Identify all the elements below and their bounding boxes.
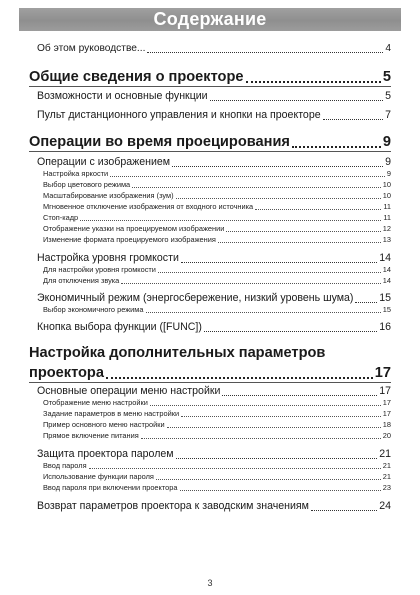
toc-section-page: 24	[379, 500, 391, 512]
toc-item[interactable]	[43, 305, 391, 315]
toc-chapter-page: 5	[382, 69, 391, 85]
toc-item-title: Для настройки уровня громкости	[43, 265, 156, 274]
toc-entry-page: 4	[385, 43, 391, 54]
dot-leader	[106, 377, 373, 379]
toc-item[interactable]	[43, 213, 391, 223]
toc-item[interactable]	[43, 202, 391, 212]
toc-item-title: Отображение указки на проецируемом изображении	[43, 224, 225, 233]
dot-leader	[222, 395, 377, 396]
dot-leader	[218, 242, 381, 243]
toc-item-title: Ввод пароля при включении проектора	[43, 483, 178, 492]
toc-entry-title: Об этом руководстве...	[37, 43, 146, 54]
toc-item-page: 13	[382, 235, 391, 244]
toc-section-image-ops[interactable]	[37, 156, 391, 169]
dot-leader	[141, 438, 381, 439]
toc-item-title: Настройка яркости	[43, 169, 109, 178]
toc-item[interactable]	[43, 431, 391, 441]
dot-leader	[210, 100, 384, 101]
chapter-divider	[29, 86, 391, 87]
dot-leader	[355, 302, 377, 303]
dot-leader	[156, 479, 381, 480]
toc-chapter-advanced-line1[interactable]: Настройка дополнительных параметров	[29, 345, 326, 361]
dot-leader	[172, 166, 383, 167]
toc-section-page: 5	[385, 90, 391, 102]
toc-section-page: 17	[379, 385, 391, 397]
dot-leader	[323, 119, 383, 120]
toc-section-page: 15	[379, 292, 391, 304]
toc-item-page: 20	[382, 431, 391, 440]
toc-section-page: 21	[379, 448, 391, 460]
toc-item-page: 23	[382, 483, 391, 492]
toc-section-volume[interactable]	[37, 252, 391, 265]
toc-chapter-advanced[interactable]	[29, 364, 391, 382]
toc-section-title: Основные операции меню настройки	[37, 385, 221, 397]
toc-section-title: Операции с изображением	[37, 156, 171, 168]
toc-item[interactable]	[43, 409, 391, 419]
dot-leader	[146, 312, 381, 313]
dot-leader	[255, 209, 381, 210]
toc-item-page: 15	[382, 305, 391, 314]
toc-item[interactable]	[43, 461, 391, 471]
toc-section-password[interactable]	[37, 448, 391, 461]
dot-leader	[167, 427, 381, 428]
toc-section-title: Возврат параметров проектора к заводским значениям	[37, 500, 309, 512]
toc-section-title: Экономичный режим (энергосбережение, низкий уровень шума)	[37, 292, 354, 304]
dot-leader	[292, 146, 381, 148]
toc-section-title: Настройка уровня громкости	[37, 252, 179, 264]
toc-item-title: Выбор цветового режима	[43, 180, 131, 189]
toc-item-page: 21	[382, 461, 391, 470]
dot-leader	[89, 468, 381, 469]
dot-leader	[150, 405, 381, 406]
toc-item-title: Прямое включение питания	[43, 431, 139, 440]
toc-item-title: Для отключения звука	[43, 276, 120, 285]
dot-leader	[181, 262, 377, 263]
toc-item[interactable]	[43, 169, 391, 179]
toc-item-page: 17	[382, 398, 391, 407]
toc-chapter-page: 9	[382, 134, 391, 150]
toc-item-page: 9	[386, 169, 391, 178]
toc-item-title: Мгновенное отключение изображения от входного источника	[43, 202, 254, 211]
toc-item[interactable]	[43, 420, 391, 430]
toc-section-eco[interactable]	[37, 292, 391, 305]
toc-item-page: 14	[382, 265, 391, 274]
dot-leader	[180, 490, 381, 491]
toc-section-title: Защита проектора паролем	[37, 448, 174, 460]
toc-item-title: Выбор экономичного режима	[43, 305, 144, 314]
toc-section-menu-basics[interactable]	[37, 385, 391, 398]
toc-item-page: 12	[382, 224, 391, 233]
toc-item[interactable]	[43, 180, 391, 190]
toc-item-title: Задание параметров в меню настройки	[43, 409, 180, 418]
toc-item-title: Использование функции пароля	[43, 472, 154, 481]
toc-item[interactable]	[43, 191, 391, 201]
toc-item-title: Пример основного меню настройки	[43, 420, 165, 429]
toc-section-title: Возможности и основные функции	[37, 90, 208, 102]
dot-leader	[181, 416, 381, 417]
toc-item-page: 17	[382, 409, 391, 418]
dot-leader	[226, 231, 380, 232]
toc-section-func[interactable]	[37, 321, 391, 334]
dot-leader	[204, 331, 377, 332]
toc-item-page: 10	[382, 180, 391, 189]
dot-leader	[158, 272, 381, 273]
toc-chapter-page: 17	[374, 365, 391, 381]
toc-section-remote[interactable]	[37, 109, 391, 122]
toc-chapter-title: Операции во время проецирования	[29, 134, 290, 150]
toc-item-page: 11	[383, 213, 391, 222]
toc-item[interactable]	[43, 224, 391, 234]
toc-item[interactable]	[43, 235, 391, 245]
toc-chapter-title: Общие сведения о проекторе	[29, 69, 244, 85]
toc-item[interactable]	[43, 265, 391, 275]
toc-item-page: 10	[382, 191, 391, 200]
toc-section-title: Кнопка выбора функции ([FUNC])	[37, 321, 202, 333]
toc-item-title: Изменение формата проецируемого изображения	[43, 235, 216, 244]
toc-section-page: 16	[379, 321, 391, 333]
page-number: 3	[207, 578, 213, 588]
toc-section-page: 14	[379, 252, 391, 264]
toc-item-page: 11	[383, 202, 391, 211]
toc-item-page: 18	[382, 420, 391, 429]
dot-leader	[246, 81, 381, 83]
toc-chapter-operations[interactable]	[29, 133, 391, 151]
toc-item[interactable]	[43, 398, 391, 408]
toc-item-title: Масштабирование изображения (зум)	[43, 191, 174, 200]
toc-item-title: Стоп-кадр	[43, 213, 79, 222]
toc-section-title: Пульт дистанционного управления и кнопки на проекторе	[37, 109, 321, 121]
chapter-divider	[29, 151, 391, 152]
toc-item-title: Отображение меню настройки	[43, 398, 148, 407]
chapter-divider	[29, 382, 391, 383]
toc-item[interactable]	[43, 276, 391, 286]
dot-leader	[110, 176, 385, 177]
toc-item-page: 21	[382, 472, 391, 481]
dot-leader	[132, 187, 381, 188]
toc-section-reset[interactable]	[37, 500, 391, 513]
toc-chapter-general[interactable]	[29, 68, 391, 86]
toc-section-page: 7	[385, 109, 391, 121]
toc-item[interactable]	[43, 483, 391, 493]
toc-item[interactable]	[43, 472, 391, 482]
dot-leader	[176, 458, 378, 459]
toc-item-title: Ввод пароля	[43, 461, 87, 470]
page-title: Содержание	[19, 8, 401, 31]
dot-leader	[80, 220, 381, 221]
dot-leader	[147, 52, 383, 53]
dot-leader	[176, 198, 381, 199]
toc-chapter-title: проектора	[29, 365, 104, 381]
toc-section-features[interactable]	[37, 90, 391, 103]
dot-leader	[121, 283, 380, 284]
toc-section-page: 9	[385, 156, 391, 168]
dot-leader	[311, 510, 377, 511]
toc-entry-about[interactable]	[37, 42, 391, 55]
toc-item-page: 14	[382, 276, 391, 285]
